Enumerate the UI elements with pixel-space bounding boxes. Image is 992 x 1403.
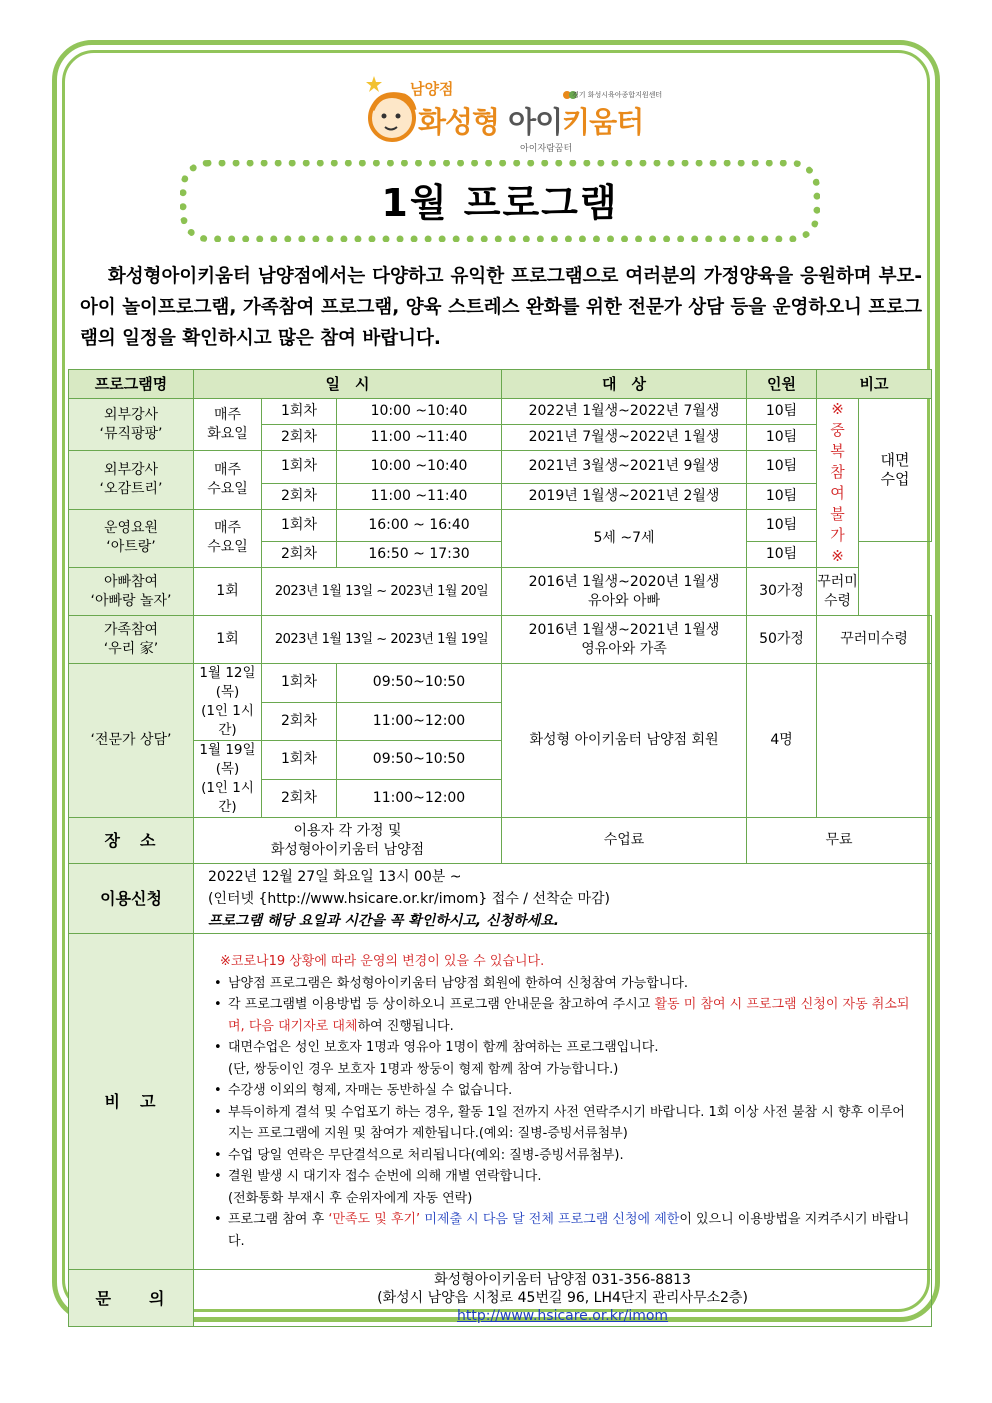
program-name-line2: ‘아빠랑 놀자’ (90, 592, 172, 609)
program-name-line1: 아빠참여 (103, 573, 159, 590)
intro-text (80, 261, 922, 354)
table-row (69, 451, 932, 484)
logo-center-label: 경기 화성시육아종합지원센터 (572, 91, 663, 99)
time: 16:50 ~ 17:30 (337, 542, 502, 568)
session: 1회차 (262, 664, 337, 703)
note-item: • 수강생 이외의 형제, 자매는 동반하실 수 없습니다. (214, 1080, 913, 1102)
face-class-note (859, 399, 932, 542)
package-note: 꾸러미수령 (817, 616, 932, 664)
package-line1: 꾸러미 (817, 573, 858, 590)
session: 1회차 (262, 399, 337, 425)
fee-label: 수업료 (502, 818, 747, 864)
day-line1: 매주 (213, 520, 242, 537)
note-item: • 남양점 프로그램은 화성형아이키움터 남양점 회원에 한하여 신청참여 가능합니다. (214, 973, 913, 995)
program-name-line2: ‘오감트리’ (99, 480, 163, 497)
time: 16:00 ~ 16:40 (337, 509, 502, 542)
target: 2019년 1월생~2021년 2월생 (502, 483, 747, 509)
session: 2회차 (262, 702, 337, 741)
fee-value: 무료 (747, 818, 932, 864)
program-day (194, 399, 262, 451)
day-line2: 수요일 (207, 480, 248, 497)
target-line2: 영유아와 가족 (581, 640, 667, 657)
note-item (214, 994, 913, 1037)
time: 09:50~10:50 (337, 664, 502, 703)
day-line1: 매주 (213, 406, 242, 423)
table-row (69, 664, 932, 703)
time: 09:50~10:50 (337, 741, 502, 780)
intro-text-body: 화성형아이키움터 남양점에서는 다양하고 유익한 프로그램으로 여러분의 가정양육을 응원하며 부모-아이 놀이프로그램, 가족참여 프로그램, 양육 스트레스 완화를 위한 전문가 상담 등을 운영하오니 프로그램의 일정을 확인하시고 많은 참여 바랍니다. (80, 266, 923, 349)
note-text: 이 있으니 이용방법을 지켜주시기 바랍니다. (228, 1212, 910, 1249)
empty-note (817, 664, 932, 818)
time: 10:00 ~10:40 (337, 399, 502, 425)
target: 화성형 아이키움터 남양점 회원 (502, 664, 747, 818)
people: 10팀 (747, 425, 817, 451)
program-date: 2023년 1월 13일 ~ 2023년 1월 20일 (262, 568, 502, 616)
program-name (69, 568, 194, 616)
notes-content (194, 934, 932, 1270)
package-note (817, 568, 859, 616)
apply-line1: 2022년 12월 27일 화요일 13시 00분 ~ (208, 868, 462, 885)
consult-date (194, 664, 262, 741)
contact-row (69, 1270, 932, 1327)
header-program: 프로그램명 (69, 370, 194, 399)
header-note: 비고 (817, 370, 932, 399)
logo-brand (418, 100, 643, 141)
program-name (69, 509, 194, 568)
table-row (69, 399, 932, 425)
program-name-line2: ‘아트랑’ (106, 539, 156, 556)
place-row (69, 818, 932, 864)
target-line1: 2016년 1월생~2021년 1월생 (528, 621, 720, 638)
contact-line2: (화성시 남양읍 시청로 45번길 96, LH4단지 관리사무소2층) (377, 1290, 748, 1306)
session: 2회차 (262, 542, 337, 568)
program-table (68, 369, 932, 1327)
program-name: ‘전문가 상담’ (69, 664, 194, 818)
target: 2021년 7월생~2022년 1월생 (502, 425, 747, 451)
contact-label: 문 의 (69, 1270, 194, 1327)
notes-label: 비 고 (69, 934, 194, 1270)
people: 10팀 (747, 509, 817, 542)
program-count: 1회 (194, 616, 262, 664)
homepage-link[interactable]: http://www.hsicare.or.kr/imom (457, 1308, 669, 1324)
program-name-line1: 가족참여 (103, 621, 159, 638)
apply-row (69, 864, 932, 934)
face-class-line2: 수업 (880, 470, 910, 488)
page-title: 1월 프로그램 (381, 181, 619, 225)
session: 1회차 (262, 509, 337, 542)
logo-slogan: 아이자람꿈터 (520, 144, 573, 154)
program-count: 1회 (194, 568, 262, 616)
brand-part3: 키움터 (562, 105, 644, 139)
duplicate-not-allowed-note: ※ 중 복 참 여 불 가 ※ (817, 399, 859, 568)
program-name-line2: ‘우리 家’ (103, 640, 159, 657)
note-text: 프로그램 참여 후 (228, 1212, 329, 1227)
program-day (194, 451, 262, 510)
people: 4명 (747, 664, 817, 818)
target-line2: 유아와 아빠 (587, 592, 661, 609)
note-item (214, 1209, 913, 1252)
time: 11:00 ~11:40 (337, 483, 502, 509)
note-text: 결원 발생 시 대기자 접수 순번에 의해 개별 연락합니다. (228, 1169, 542, 1184)
header-schedule: 일 시 (194, 370, 502, 399)
note-text: 대면수업은 성인 보호자 1명과 영유아 1명이 함께 참여하는 프로그램입니다. (228, 1040, 659, 1055)
contact-line1: 화성형아이키움터 남양점 031-356-8813 (434, 1272, 691, 1288)
day-line1: 매주 (213, 461, 242, 478)
apply-content (194, 864, 932, 934)
session: 2회차 (262, 779, 337, 818)
note-item: • 수업 당일 연락은 무단결석으로 처리됩니다(예외: 질병-증빙서류첨부). (214, 1145, 913, 1167)
consult-date-line1: 1월 19일(목) (199, 742, 256, 777)
target: 2021년 3월생~2021년 9월생 (502, 451, 747, 484)
people: 30가정 (747, 568, 817, 616)
program-name (69, 399, 194, 451)
target: 5세 ~7세 (502, 509, 747, 568)
people: 10팀 (747, 483, 817, 509)
place-line1: 이용자 각 가정 및 (293, 822, 402, 839)
place-line2: 화성형아이키움터 남양점 (270, 841, 425, 858)
program-day (194, 509, 262, 568)
note-text: 각 프로그램별 이용방법 등 상이하오니 프로그램 안내문을 참고하여 주시고 (228, 997, 655, 1012)
session: 1회차 (262, 451, 337, 484)
note-text: 하여 진행됩니다. (357, 1018, 454, 1034)
table-header-row (69, 370, 932, 399)
notes-warning: ※코로나19 상황에 따라 운영의 변경이 있을 수 있습니다. (220, 954, 545, 969)
consult-date (194, 741, 262, 818)
program-name (69, 451, 194, 510)
header-people: 인원 (747, 370, 817, 399)
target-line1: 2016년 1월생~2020년 1월생 (528, 573, 720, 590)
table-row (69, 509, 932, 542)
apply-line3: 프로그램 해당 요일과 시간을 꼭 확인하시고, 신청하세요. (208, 912, 559, 929)
session: 2회차 (262, 483, 337, 509)
program-name-line1: 외부강사 (103, 461, 159, 478)
note-item (214, 1037, 913, 1080)
program-name (69, 616, 194, 664)
note-highlight: ‘만족도 및 후기’ (328, 1212, 421, 1227)
brand-part2: 아이 (508, 105, 563, 139)
target (502, 616, 747, 664)
note-highlight: 미제출 시 다음 달 전체 프로그램 신청에 제한 (420, 1212, 680, 1227)
people: 10팀 (747, 451, 817, 484)
place-value (194, 818, 502, 864)
consult-date-line2: (1인 1시간) (201, 780, 254, 815)
logo-branch: 남양점 (410, 80, 454, 98)
program-name-line1: 외부강사 (103, 406, 159, 423)
target: 2022년 1월생~2022년 7월생 (502, 399, 747, 425)
session: 1회차 (262, 741, 337, 780)
program-name-line2: ‘뮤직팡팡’ (99, 425, 163, 442)
day-line2: 수요일 (207, 539, 248, 556)
time: 10:00 ~10:40 (337, 451, 502, 484)
program-name-line1: 운영요원 (103, 520, 159, 537)
notes-row (69, 934, 932, 1270)
people: 10팀 (747, 399, 817, 425)
note-item: • 부득이하게 결석 및 수업포기 하는 경우, 활동 1일 전까지 사전 연락주시기 바랍니다. 1회 이상 사전 불참 시 향후 이루어지는 프로그램에 지원 및 참여가 제한됩니다.(예외: 질병-증빙서류첨부) (214, 1102, 913, 1145)
program-date: 2023년 1월 13일 ~ 2023년 1월 19일 (262, 616, 502, 664)
day-line2: 화요일 (207, 425, 248, 442)
time: 11:00~12:00 (337, 702, 502, 741)
consult-date-line1: 1월 12일(목) (199, 665, 256, 700)
session: 2회차 (262, 425, 337, 451)
note-highlight: 활동 미 참여 시 프로그램 신청이 자동 취소되며, 다음 대기자로 대체 (228, 997, 910, 1034)
face-class-line1: 대면 (880, 451, 910, 469)
note-item (214, 1166, 913, 1209)
table-row (69, 568, 932, 616)
time: 11:00 ~11:40 (337, 425, 502, 451)
note-text: (전화통화 부재시 후 순위자에게 자동 연락) (228, 1190, 473, 1206)
time: 11:00~12:00 (337, 779, 502, 818)
contact-content (194, 1270, 932, 1327)
place-label: 장 소 (69, 818, 194, 864)
people: 50가정 (747, 616, 817, 664)
apply-line2: (인터넷 {http://www.hsicare.or.kr/imom} 접수 / 선착순 마감) (208, 890, 610, 907)
people: 10팀 (747, 542, 817, 568)
brand-part1: 화성형 (418, 105, 509, 139)
note-text: (단, 쌍둥이인 경우 보호자 1명과 쌍둥이 형제 함께 참여 가능합니다.) (228, 1061, 619, 1077)
target (502, 568, 747, 616)
table-row (69, 616, 932, 664)
package-line2: 수령 (824, 592, 852, 609)
apply-label: 이용신청 (69, 864, 194, 934)
header-target: 대 상 (502, 370, 747, 399)
consult-date-line2: (1인 1시간) (201, 703, 254, 738)
